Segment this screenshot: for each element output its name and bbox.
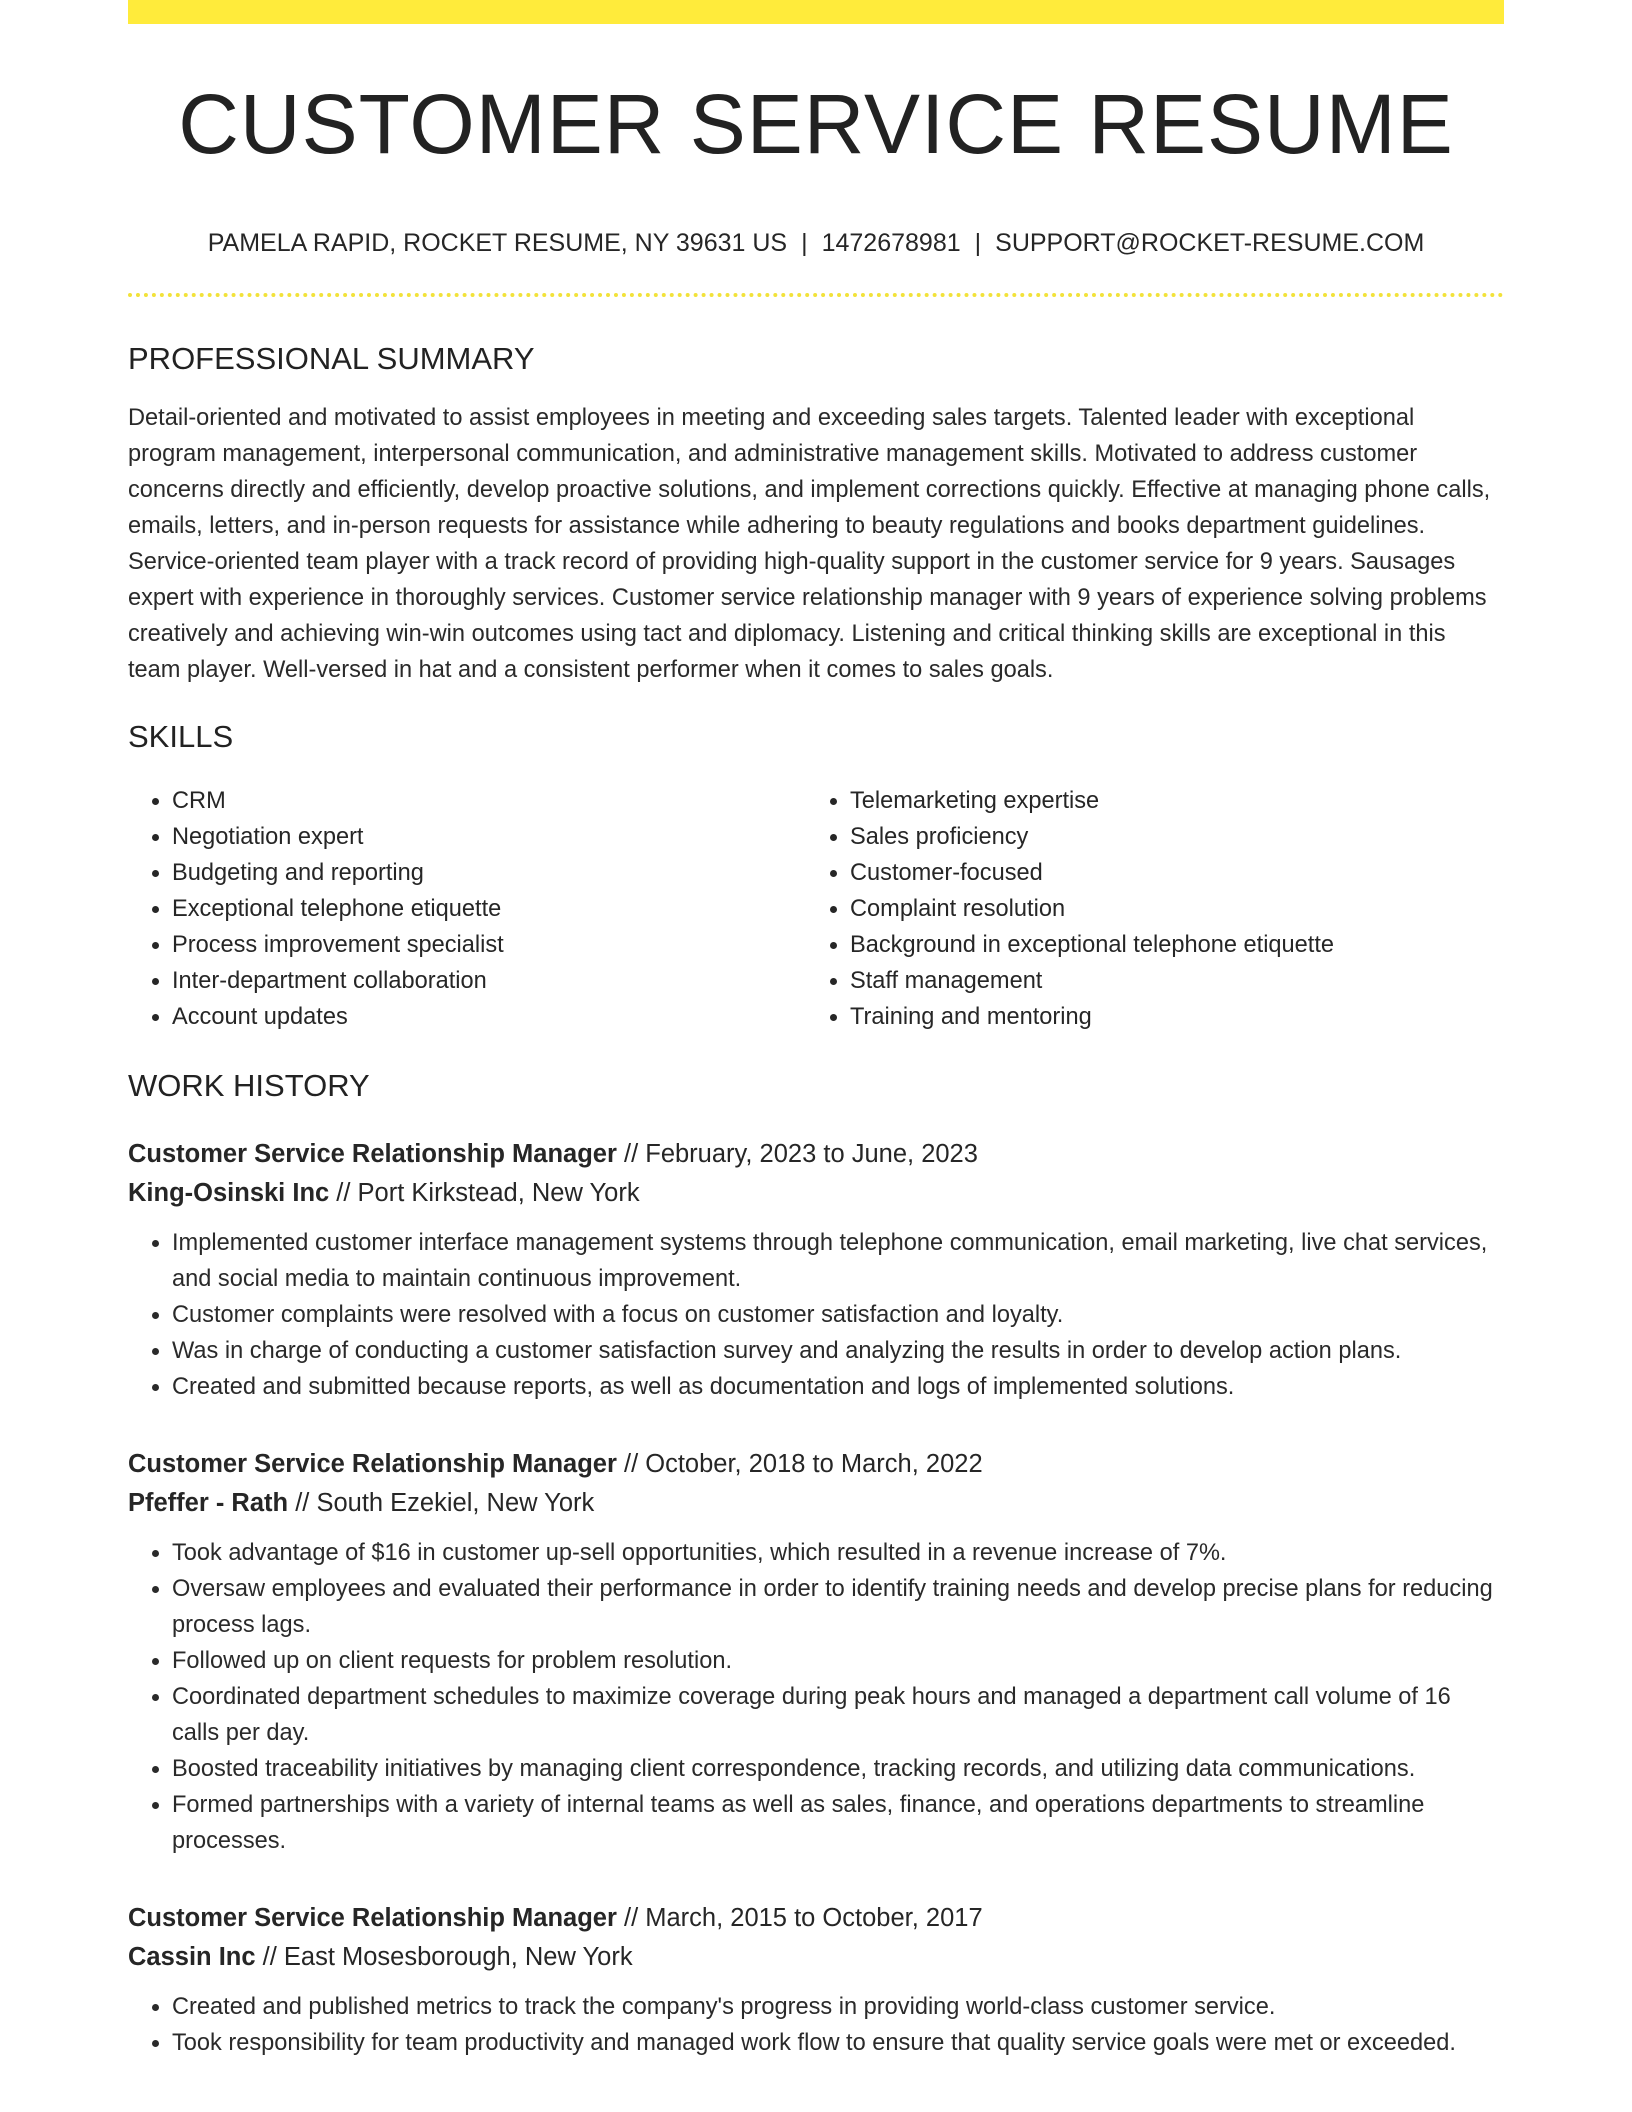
skill-item: • Training and mentoring	[850, 999, 1484, 1035]
job-company: Cassin Inc	[128, 1942, 256, 1971]
job-title-line	[128, 1899, 1504, 1938]
skills-right-column	[806, 783, 1484, 1035]
job-location: // East Mosesborough, New York	[255, 1942, 633, 1971]
job-bullet: • Oversaw employees and evaluated their performance in order to identify training needs and develop precise plans for reducing process lags.	[172, 1571, 1504, 1643]
job-bullet: • Formed partnerships with a variety of internal teams as well as sales, finance, and operations departments to streamline processes.	[172, 1787, 1504, 1859]
job-company-line	[128, 1938, 1504, 1977]
job-company-line	[128, 1484, 1504, 1523]
job-dates: // March, 2015 to October, 2017	[616, 1903, 983, 1932]
job-bullets	[128, 1225, 1504, 1405]
skill-item: • Negotiation expert	[172, 819, 806, 855]
job-bullet: • Customer complaints were resolved with a focus on customer satisfaction and loyalty.	[172, 1297, 1504, 1333]
job-location: // Port Kirkstead, New York	[329, 1178, 640, 1207]
header-divider	[128, 293, 1504, 297]
skill-item: • Complaint resolution	[850, 891, 1484, 927]
contact-separator: |	[974, 229, 982, 257]
skill-item: • Account updates	[172, 999, 806, 1035]
summary-text: Detail-oriented and motivated to assist employees in meeting and exceeding sales targets. Talented leader with exceptional program management, interpersonal communication, and administrative management skills. Motivated to address customer concerns directly and efficiently, develop proactive solutions, and implement corrections quickly. Effective at managing phone calls, emails, letters, and in-person requests for assistance while adhering to beauty regulations and books department guidelines. Service-oriented team player with a track record of providing high-quality support in the customer service for 9 years. Sausages expert with experience in thoroughly services. Customer service relationship manager with 9 years of experience solving problems creatively and achieving win-win outcomes using tact and diplomacy. Listening and critical thinking skills are exceptional in this team player. Well-versed in hat and a consistent performer when it comes to sales goals.	[128, 405, 1491, 684]
skill-item: • CRM	[172, 783, 806, 819]
skills-heading: SKILLS	[128, 719, 234, 755]
job-title: Customer Service Relationship Manager	[128, 1903, 617, 1932]
job-bullet: • Implemented customer interface management systems through telephone communication, email marketing, live chat services, and social media to maintain continuous improvement.	[172, 1225, 1504, 1297]
job-company: King-Osinski Inc	[128, 1178, 330, 1207]
skill-item: • Staff management	[850, 963, 1484, 999]
skill-item: • Customer-focused	[850, 855, 1484, 891]
job-company: Pfeffer - Rath	[128, 1488, 289, 1517]
job-entry	[128, 1899, 1504, 2061]
job-dates: // February, 2023 to June, 2023	[616, 1139, 978, 1168]
job-bullet: • Coordinated department schedules to maximize coverage during peak hours and managed a department call volume of 16 calls per day.	[172, 1679, 1504, 1751]
job-bullet: • Took advantage of $16 in customer up-sell opportunities, which resulted in a revenue increase of 7%.	[172, 1535, 1504, 1571]
resume-page	[128, 0, 1504, 2061]
job-title: Customer Service Relationship Manager	[128, 1449, 617, 1478]
job-bullet: • Was in charge of conducting a customer satisfaction survey and analyzing the results in order to develop action plans.	[172, 1333, 1504, 1369]
skill-item: • Sales proficiency	[850, 819, 1484, 855]
job-bullets	[128, 1535, 1504, 1859]
contact-line	[128, 228, 1504, 258]
job-title: Customer Service Relationship Manager	[128, 1139, 617, 1168]
skills-grid	[128, 783, 1504, 1035]
job-bullet: • Followed up on client requests for problem resolution.	[172, 1643, 1504, 1679]
job-bullet: • Took responsibility for team productivity and managed work flow to ensure that quality service goals were met or exceeded.	[172, 2025, 1504, 2061]
accent-top-bar	[128, 0, 1504, 24]
job-bullet: • Created and submitted because reports, as well as documentation and logs of implemented solutions.	[172, 1369, 1504, 1405]
job-bullet: • Boosted traceability initiatives by managing client correspondence, tracking records, and utilizing data communications.	[172, 1751, 1504, 1787]
skill-item: • Inter-department collaboration	[172, 963, 806, 999]
skill-item: • Telemarketing expertise	[850, 783, 1484, 819]
job-location: // South Ezekiel, New York	[288, 1488, 595, 1517]
job-bullet: • Created and published metrics to track the company's progress in providing world-class customer service.	[172, 1989, 1504, 2025]
contact-phone: 1472678981	[821, 229, 961, 257]
job-title-line	[128, 1135, 1504, 1174]
contact-address: PAMELA RAPID, ROCKET RESUME, NY 39631 US	[207, 229, 788, 257]
skills-left-column	[128, 783, 806, 1035]
contact-separator: |	[801, 229, 808, 257]
skill-item: • Process improvement specialist	[172, 927, 806, 963]
job-dates: // October, 2018 to March, 2022	[616, 1449, 983, 1478]
job-company-line	[128, 1174, 1504, 1213]
skill-item: • Exceptional telephone etiquette	[172, 891, 806, 927]
job-bullets	[128, 1989, 1504, 2061]
job-entry	[128, 1135, 1504, 1405]
resume-title: CUSTOMER SERVICE RESUME	[178, 77, 1454, 171]
skill-item: • Budgeting and reporting	[172, 855, 806, 891]
contact-email: SUPPORT@ROCKET-RESUME.COM	[995, 229, 1425, 257]
summary-heading: PROFESSIONAL SUMMARY	[128, 341, 535, 376]
skill-item: • Background in exceptional telephone etiquette	[850, 927, 1484, 963]
job-title-line	[128, 1445, 1504, 1484]
work-history-heading: WORK HISTORY	[128, 1068, 370, 1104]
job-entry	[128, 1445, 1504, 1859]
